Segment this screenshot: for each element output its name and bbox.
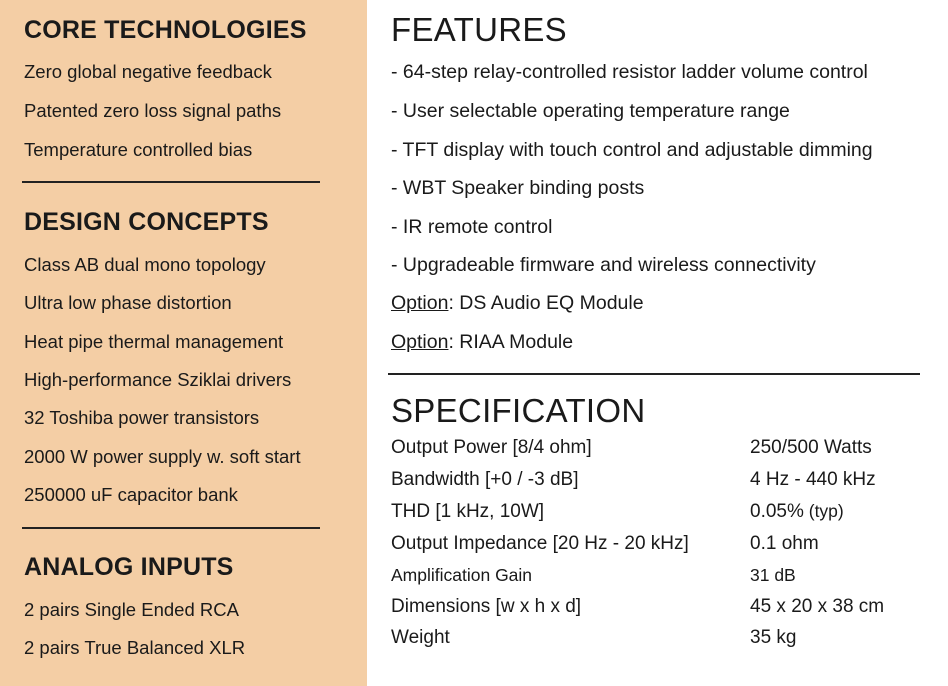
input-item: 2 pairs Single Ended RCA: [24, 599, 239, 620]
spec-label: Bandwidth [+0 / -3 dB]: [391, 469, 579, 490]
design-item: 250000 uF capacitor bank: [24, 484, 238, 505]
feature-item: - Upgradeable firmware and wireless connectivity: [391, 254, 816, 276]
design-concepts-heading: DESIGN CONCEPTS: [24, 208, 269, 236]
option-item: [391, 292, 644, 315]
spec-label: Weight: [391, 627, 450, 648]
option-label: Option: [391, 292, 449, 314]
spec-value: 31 dB: [750, 565, 796, 585]
feature-item: - 64-step relay-controlled resistor ladder volume control: [391, 61, 868, 83]
spec-label: Output Power [8/4 ohm]: [391, 437, 592, 458]
core-item: Temperature controlled bias: [24, 139, 253, 160]
spec-label: Amplification Gain: [391, 565, 533, 585]
spec-label: Dimensions [w x h x d]: [391, 596, 582, 617]
specification-heading: SPECIFICATION: [391, 392, 646, 429]
design-item: Heat pipe thermal management: [24, 331, 284, 352]
divider: [22, 527, 320, 529]
spec-label: THD [1 kHz, 10W]: [391, 501, 545, 522]
spec-value: 0.1 ohm: [750, 533, 819, 554]
core-technologies-heading: CORE TECHNOLOGIES: [24, 16, 307, 44]
design-item: High-performance Sziklai drivers: [24, 369, 292, 390]
input-item: 2 pairs True Balanced XLR: [24, 637, 246, 658]
feature-item: - WBT Speaker binding posts: [391, 177, 645, 199]
divider: [22, 181, 320, 183]
option-label: Option: [391, 331, 449, 353]
spec-value: [750, 501, 844, 523]
spec-value-main: 0.05%: [750, 501, 804, 522]
feature-item: - IR remote control: [391, 216, 553, 238]
design-item: Class AB dual mono topology: [24, 254, 266, 275]
option-item: [391, 331, 573, 354]
spec-value-note: (typ): [803, 501, 844, 521]
feature-item: - TFT display with touch control and adjustable dimming: [391, 139, 873, 161]
design-item: 32 Toshiba power transistors: [24, 407, 260, 428]
design-item: Ultra low phase distortion: [24, 292, 232, 313]
spec-label: Output Impedance [20 Hz - 20 kHz]: [391, 533, 689, 554]
divider: [388, 373, 920, 375]
analog-inputs-heading: ANALOG INPUTS: [24, 553, 234, 581]
core-item: Patented zero loss signal paths: [24, 100, 282, 121]
option-text: : RIAA Module: [448, 331, 574, 353]
spec-value: 45 x 20 x 38 cm: [750, 596, 885, 617]
core-item: Zero global negative feedback: [24, 61, 272, 82]
spec-value: 250/500 Watts: [750, 437, 872, 458]
spec-value: 35 kg: [750, 627, 797, 648]
spec-value: 4 Hz - 440 kHz: [750, 469, 876, 490]
features-heading: FEATURES: [391, 11, 567, 48]
feature-item: - User selectable operating temperature range: [391, 100, 790, 122]
design-item: 2000 W power supply w. soft start: [24, 446, 301, 467]
option-text: : DS Audio EQ Module: [448, 292, 644, 314]
